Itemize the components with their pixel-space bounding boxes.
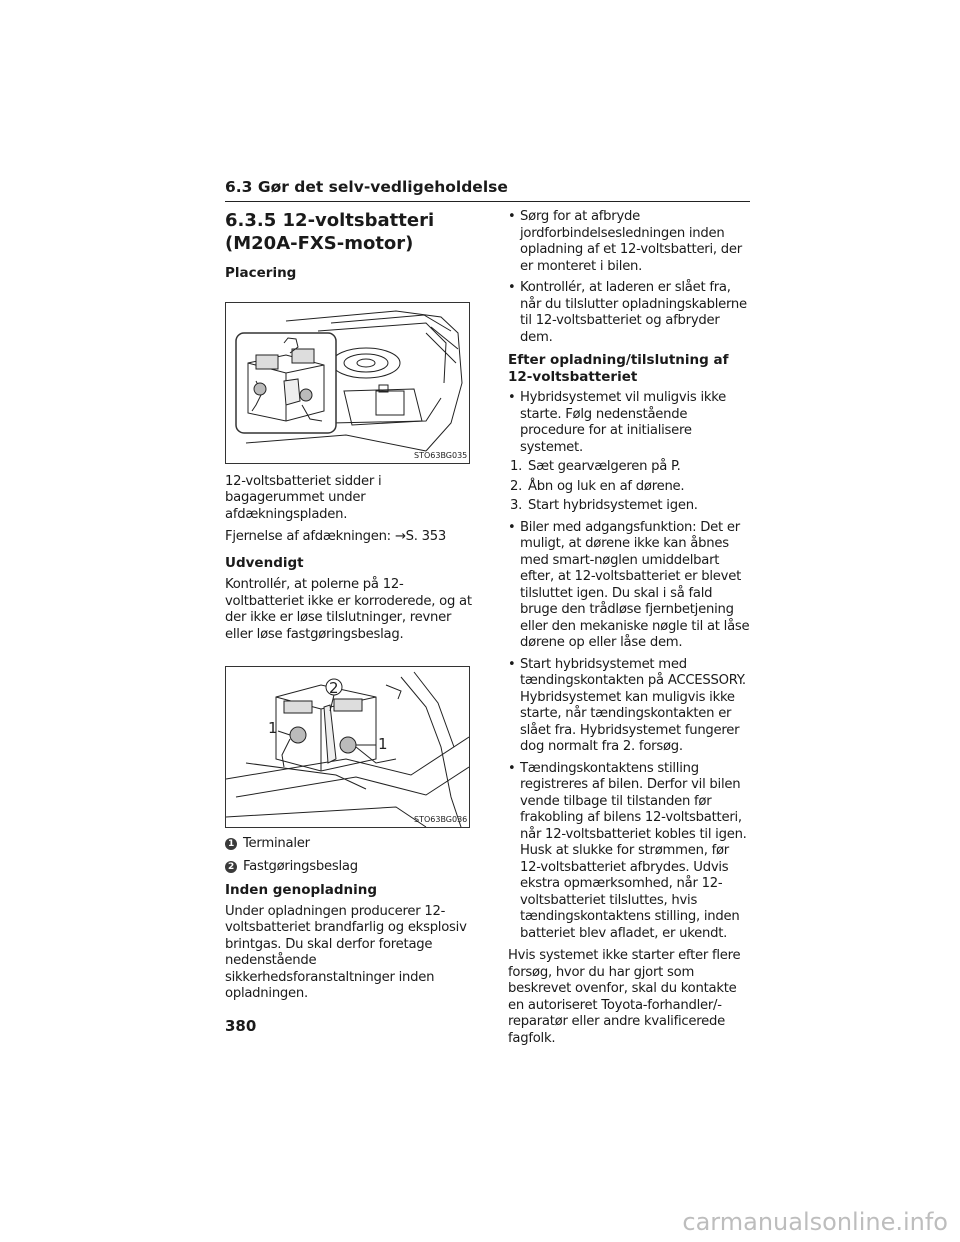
step-1-number: 1. (510, 459, 523, 474)
figure-label-2: 2 (329, 679, 339, 697)
right-column (508, 209, 753, 1047)
bullet-ignition-position: • Tændingskontaktens stilling registreres af bilen. Derfor vil bilen vende tilbage til tilstanden før frakobling af bilens 12-voltsbatteri, når 12-voltsbatteriet kobles til igen. Husk at slukke for strømmen, før 12-voltsbatteriet afbrydes. Udvis ekstra opmærksomhed, når 12-voltsbatteriet tilsluttes, hvis tændingskontaktens stilling, inden batteriet blev afladet, er ukendt. (508, 761, 753, 943)
bullet-smart-key: • Biler med adgangsfunktion: Det er muligt, at dørene ikke kan åbnes med smart-nøglen umiddelbart efter, at 12-voltsbatteriet er blevet tilsluttet igen. Du skal i så fald bruge den trådløse fjernbetjening eller den mekaniske nøgle til at låse dørene op eller låse dem. (508, 520, 753, 652)
step-1-text: Sæt gearvælgeren på P. (528, 459, 681, 474)
inden-text: Under opladningen producerer 12-voltsbatteriet brandfarlig og eksplosiv brintgas. Du skal derfor foretage nedenstående sikkerhedsforanstaltninger inden opladningen. (225, 903, 467, 1001)
section-title-line2: (M20A-FXS-motor) (225, 233, 414, 254)
left-column (225, 209, 475, 1003)
figure-label-1-left: 1 (268, 719, 278, 737)
step-2-number: 2. (510, 478, 523, 494)
step-2-text: Åbn og luk en af dørene. (528, 478, 685, 494)
trunk-illustration (226, 303, 469, 463)
placering-heading: Placering (225, 265, 297, 281)
step-2 (510, 479, 753, 496)
battery-terminals-figure (225, 666, 470, 828)
udvendigt-heading: Udvendigt (225, 554, 304, 571)
watermark: carmanualsonline.info (682, 1208, 948, 1236)
bullet-charger-off: • Kontrollér, at laderen er slået fra, når du tilslutter opladningskablerne til 12-voltsbatteriet og afbryder dem. (508, 280, 753, 346)
callout-bracket (225, 859, 475, 876)
callout-number-1: 1 (225, 838, 237, 850)
step-3-number: 3. (510, 498, 523, 513)
section-header: 6.3 Gør det selv-vedligeholdelse (225, 178, 750, 202)
step-3-text: Start hybridsystemet igen. (528, 498, 698, 513)
figure-code-2: STO63BG036 (414, 815, 468, 824)
page-number: 380 (225, 1017, 257, 1035)
step-3 (510, 498, 753, 515)
battery-location-figure (225, 302, 470, 464)
inden-heading: Inden genopladning (225, 882, 378, 898)
callout-label-terminals: Terminaler (243, 836, 310, 851)
figure-code-1: STO63BG035 (414, 450, 468, 460)
figure-label-1-right: 1 (378, 735, 388, 753)
battery-illustration (226, 667, 469, 827)
placering-text1: 12-voltsbatteriet sidder i bagagerummet under afdækningspladen. (225, 473, 382, 522)
efter-heading: Efter opladning/tilslutning af 12-voltsbatteriet (508, 352, 729, 385)
callout-label-bracket: Fastgøringsbeslag (243, 858, 358, 874)
closing-text: Hvis systemet ikke starter efter flere forsøg, hvor du har gjort som beskrevet ovenfor, skal du kontakte en autoriseret Toyota-forhandler/-reparatør eller andre kvalificerede fagfolk. (508, 948, 741, 1046)
udvendigt-text: Kontrollér, at polerne på 12-voltbatteriet ikke er korroderede, og at der ikke er løse tilslutninger, revner eller løse fastgøringsbeslag. (225, 577, 472, 642)
callout-terminals (225, 836, 475, 853)
bullet-hybrid-not-start: • Hybridsystemet vil muligvis ikke starte. Følg nedenstående procedure for at initialisere systemet. (508, 390, 753, 456)
bullet-accessory: • Start hybridsystemet med tændingskontakten på ACCESSORY. Hybridsystemet kan muligvis ikke starte, når tændingskontakten er slået fra. Hybridsystemet fungerer dog normalt fra 2. forsøg. (508, 657, 753, 756)
callout-number-2: 2 (225, 861, 237, 873)
section-title-line1: 6.3.5 12-voltsbatteri (225, 210, 435, 231)
step-1 (510, 459, 753, 476)
placering-text2: Fjernelse af afdækningen: →S. 353 (225, 529, 447, 544)
bullet-ground-cable: • Sørg for at afbryde jordforbindelsesledningen inden opladning af et 12-voltsbatteri, der er monteret i bilen. (508, 209, 753, 275)
